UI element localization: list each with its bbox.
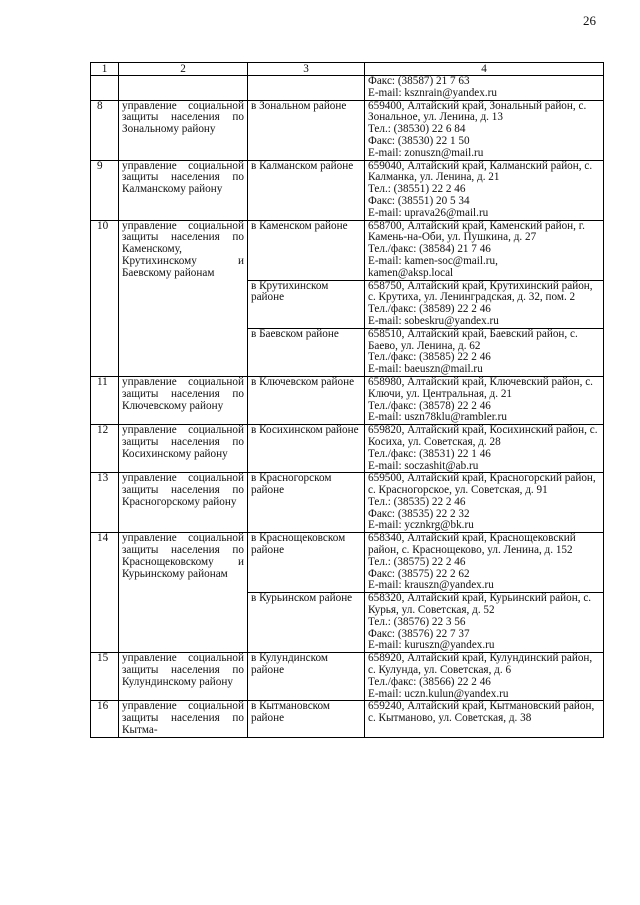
district-name: в Ключевском районе bbox=[248, 376, 365, 424]
table-row bbox=[91, 160, 604, 220]
contact-address: 658510, Алтайский край, Баевский район, с. Баево, ул. Ленина, д. 62 bbox=[368, 328, 578, 352]
contact-address: 658320, Алтайский край, Курьинский район, с. Курья, ул. Советская, д. 52 bbox=[368, 592, 592, 617]
table-row bbox=[91, 220, 604, 280]
contact-address: 659240, Алтайский край, Кытмановский район, с. Кытманово, ул. Советская, д. 38 bbox=[368, 700, 595, 725]
contact-details bbox=[365, 533, 604, 593]
contact-address: 659820, Алтайский край, Косихинский район, с. Косиха, ул. Советская, д. 28 bbox=[368, 424, 598, 448]
contact-details bbox=[365, 473, 604, 533]
row-number: 11 bbox=[91, 376, 119, 424]
contact-line: Факс: (38587) 21 7 63 bbox=[368, 75, 470, 87]
contact-line: Тел./факс: (38531) 22 1 46 bbox=[368, 447, 491, 460]
contact-details bbox=[365, 280, 604, 328]
table-row bbox=[91, 76, 604, 101]
contact-address: 658980, Алтайский край, Ключевский район, с. Ключи, ул. Центральная, д. 21 bbox=[368, 376, 593, 400]
table-row bbox=[91, 533, 604, 593]
contact-details bbox=[365, 220, 604, 280]
table-row bbox=[91, 653, 604, 701]
contact-address: 658920, Алтайский край, Кулундинский район, с. Кулунда, ул. Советская, д. 6 bbox=[368, 652, 593, 677]
contact-line: Тел./факс: (38578) 22 2 46 bbox=[368, 399, 491, 412]
district-name: в Кулундинском районе bbox=[248, 653, 365, 701]
row-number bbox=[91, 76, 119, 101]
row-number: 9 bbox=[91, 160, 119, 220]
row-number: 10 bbox=[91, 220, 119, 376]
district-name: в Крутихинском районе bbox=[248, 280, 365, 328]
contact-line: Тел./факс: (38566) 22 2 46 bbox=[368, 675, 491, 688]
contact-address: 658750, Алтайский край, Крутихинский район, с. Крутиха, ул. Ленинградская, д. 32, пом. 2 bbox=[368, 280, 593, 304]
organization-name: управление социальной защиты населения по Калманскому району bbox=[119, 160, 248, 220]
contact-details bbox=[365, 653, 604, 701]
table-row bbox=[91, 100, 604, 160]
district-name: в Калманском районе bbox=[248, 160, 365, 220]
contact-line: E-mail: zonuszn@mail.ru bbox=[368, 146, 484, 159]
contact-line: Тел./факс: (38585) 22 2 46 bbox=[368, 351, 491, 364]
contact-address: 659400, Алтайский край, Зональный район, с. Зональное, ул. Ленина, д. 13 bbox=[368, 100, 587, 124]
contact-line: E-mail: kuruszn@yandex.ru bbox=[368, 639, 495, 652]
contact-line: E-mail: ycznkrg@bk.ru bbox=[368, 519, 474, 532]
district-name: в Красногорском районе bbox=[248, 473, 365, 533]
district-name: в Зональном районе bbox=[248, 100, 365, 160]
district-name: в Кытмановском районе bbox=[248, 701, 365, 737]
contact-address: 659500, Алтайский край, Красногорский район, с. Красногорское, ул. Советская, д. 91 bbox=[368, 472, 596, 497]
contact-line: E-mail: sobeskru@yandex.ru bbox=[368, 314, 499, 327]
organization-name: управление социальной защиты населения по Косихинскому району bbox=[119, 425, 248, 473]
row-number: 8 bbox=[91, 100, 119, 160]
contact-details bbox=[365, 76, 604, 101]
contact-line: Тел.: (38576) 22 3 56 bbox=[368, 615, 466, 628]
row-number: 12 bbox=[91, 425, 119, 473]
contact-line: Факс: (38530) 22 1 50 bbox=[368, 134, 470, 147]
district-name: в Краснощековском районе bbox=[248, 533, 365, 593]
table-row bbox=[91, 701, 604, 737]
contact-details bbox=[365, 160, 604, 220]
contact-address: 658340, Алтайский край, Краснощековский район, с. Краснощеково, ул. Ленина, д. 152 bbox=[368, 532, 576, 557]
contact-details bbox=[365, 376, 604, 424]
contact-details bbox=[365, 100, 604, 160]
contact-line: Тел./факс: (38589) 22 2 46 bbox=[368, 303, 491, 316]
organization-name: управление социальной защиты населения по Зональному району bbox=[119, 100, 248, 160]
column-number: 1 bbox=[91, 63, 119, 76]
contact-line: E-mail: krauszn@yandex.ru bbox=[368, 579, 494, 592]
contact-details bbox=[365, 701, 604, 737]
contact-line: E-mail: uczn.kulun@yandex.ru bbox=[368, 687, 509, 700]
contact-address: 658700, Алтайский край, Каменский район, г. Камень-на-Оби, ул. Пушкина, д. 27 bbox=[368, 220, 585, 244]
row-number: 14 bbox=[91, 533, 119, 653]
organization-name: управление социальной защиты населения по Кулундинскому району bbox=[119, 653, 248, 701]
contact-line: E-mail: baeuszn@mail.ru bbox=[368, 363, 483, 376]
contact-line: kamen@aksp.local bbox=[368, 266, 454, 279]
contact-line: Тел.: (38551) 22 2 46 bbox=[368, 183, 466, 196]
contact-line: E-mail: soczashit@ab.ru bbox=[368, 459, 479, 472]
table-row bbox=[91, 473, 604, 533]
contact-line: E-mail: kamen-soc@mail.ru, bbox=[368, 254, 498, 267]
district-name: в Курьинском районе bbox=[248, 593, 365, 653]
organization-name: управление социальной защиты населения по Краснощековскому и Курьинскому районам bbox=[119, 533, 248, 653]
table-row bbox=[91, 376, 604, 424]
contact-line: Тел.: (38575) 22 2 46 bbox=[368, 555, 466, 568]
organization-name: управление социальной защиты населения по Ключевскому району bbox=[119, 376, 248, 424]
contact-line: E-mail: ksznrain@yandex.ru bbox=[368, 86, 497, 99]
contact-address: 659040, Алтайский край, Калманский район, с. Калманка, ул. Ленина, д. 21 bbox=[368, 160, 593, 184]
row-number: 16 bbox=[91, 701, 119, 737]
organization-name: управление социальной защиты населения по Красногорскому району bbox=[119, 473, 248, 533]
contact-line: Тел./факс: (38584) 21 7 46 bbox=[368, 243, 491, 256]
organization-name: управление социальной защиты населения по Каменскому, Крутихинскому и Баевскому районам bbox=[119, 220, 248, 376]
table-row bbox=[91, 425, 604, 473]
row-number: 13 bbox=[91, 473, 119, 533]
organization-name: управление социальной защиты населения по Кытма- bbox=[119, 701, 248, 737]
column-number: 2 bbox=[119, 63, 248, 76]
organization-name bbox=[119, 76, 248, 101]
page-number: 26 bbox=[583, 13, 596, 28]
contact-line: E-mail: uprava26@mail.ru bbox=[368, 206, 489, 219]
district-name: в Баевском районе bbox=[248, 328, 365, 376]
column-number-row bbox=[91, 63, 604, 76]
column-number: 3 bbox=[248, 63, 365, 76]
contact-details bbox=[365, 328, 604, 376]
contact-line: Тел.: (38530) 22 6 84 bbox=[368, 123, 466, 136]
column-number: 4 bbox=[365, 63, 604, 76]
social-protection-offices-table bbox=[90, 62, 604, 738]
row-number: 15 bbox=[91, 653, 119, 701]
contact-line: E-mail: uszn78klu@rambler.ru bbox=[368, 411, 507, 424]
contact-details bbox=[365, 593, 604, 653]
district-name: в Косихинском районе bbox=[248, 425, 365, 473]
contact-line: Факс: (38576) 22 7 37 bbox=[368, 627, 470, 640]
contact-line: Факс: (38551) 20 5 34 bbox=[368, 194, 470, 207]
contact-details bbox=[365, 425, 604, 473]
district-name bbox=[248, 76, 365, 101]
district-name: в Каменском районе bbox=[248, 220, 365, 280]
contact-line: Факс: (38535) 22 2 32 bbox=[368, 507, 470, 520]
contact-line: Факс: (38575) 22 2 62 bbox=[368, 567, 470, 580]
contact-line: Тел.: (38535) 22 2 46 bbox=[368, 495, 466, 508]
